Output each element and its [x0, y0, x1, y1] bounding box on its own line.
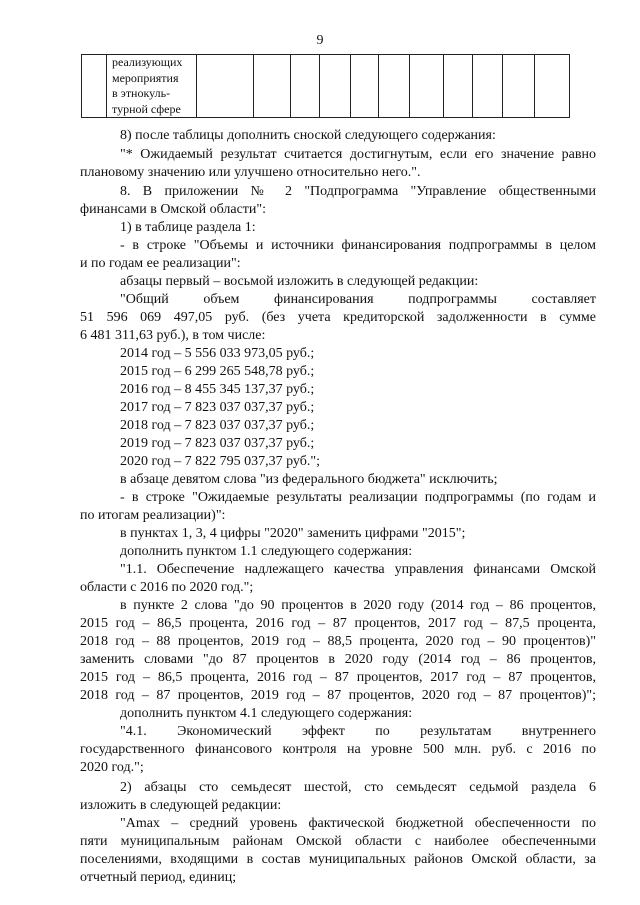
table-cell: [410, 55, 444, 118]
text-line: финансами в Омской области":: [80, 202, 266, 217]
text-line: и по годам ее реализации":: [80, 256, 241, 271]
page-number: 9: [316, 33, 324, 48]
text-line: - в строке "Ожидаемые результаты реализации подпрограммы (по годам и: [120, 490, 596, 505]
cell-line: мероприятия: [112, 70, 179, 85]
table-row: [82, 55, 570, 118]
table-cell: [535, 55, 570, 118]
text-line: изложить в следующей редакции:: [80, 798, 282, 813]
text-line: 6 481 311,63 руб.), в том числе:: [80, 328, 266, 343]
table-cell: [379, 55, 410, 118]
text-line: пяти муниципальным районам Омской области с наиболее обеспеченными: [80, 834, 596, 849]
cell-line: реализующих: [112, 55, 183, 69]
text-line: "4.1. Экономический эффект по результатам внутреннего: [120, 724, 596, 739]
text-line: отчетный период, единиц;: [80, 870, 237, 885]
text-line: 8. В приложении № 2 "Подпрограмма "Управление общественными: [120, 184, 596, 199]
text-line: 2020 год.";: [80, 760, 144, 775]
table-cell: [197, 55, 254, 118]
text-line: области с 2016 по 2020 год.";: [80, 580, 254, 595]
text-line: 2014 год – 5 556 033 973,05 руб.;: [120, 346, 315, 361]
table-cell: [82, 55, 107, 118]
text-line: 2018 год – 88 процентов, 2019 год – 88,5 процента, 2020 год – 90 процентов)": [80, 634, 596, 649]
cell-line: в этнокуль-: [112, 86, 171, 100]
text-line: 2018 год – 87 процентов, 2019 год – 87 процентов, 2020 год – 87 процентов)";: [80, 688, 596, 703]
text-line: дополнить пунктом 4.1 следующего содержания:: [120, 706, 413, 721]
text-line: абзацы первый – восьмой изложить в следующей редакции:: [120, 274, 479, 289]
text-line: в пункте 2 слова "до 90 процентов в 2020 году (2014 год – 86 процентов,: [120, 598, 596, 613]
text-line: "Amax – средний уровень фактической бюджетной обеспеченности по: [120, 816, 596, 831]
text-line: плановому значению или улучшено относительно него.".: [80, 165, 421, 180]
text-line: "Общий объем финансирования подпрограммы составляет: [120, 292, 596, 307]
text-line: поселениями, входящими в состав муниципальных районов Омской области, за: [80, 852, 596, 867]
text-line: 2019 год – 7 823 037 037,37 руб.;: [120, 436, 315, 451]
text-line: заменить словами "до 87 процентов в 2020 году (2014 год – 86 процентов,: [80, 652, 596, 667]
text-line: государственного финансового контроля на уровне 500 млн. руб. с 2016 по: [80, 742, 596, 757]
table-cell: [351, 55, 379, 118]
text-line: 2015 год – 86,5 процента, 2016 год – 87 процентов, 2017 год – 87 процентов,: [80, 670, 596, 685]
text-line: в пунктах 1, 3, 4 цифры "2020" заменить цифрами "2015";: [120, 526, 466, 541]
text-line: 2020 год – 7 822 795 037,37 руб.";: [120, 454, 320, 469]
text-line: по итогам реализации)":: [80, 508, 226, 523]
text-line: дополнить пунктом 1.1 следующего содержания:: [120, 544, 413, 559]
text-line: 2015 год – 6 299 265 548,78 руб.;: [120, 364, 315, 379]
text-line: 2018 год – 7 823 037 037,37 руб.;: [120, 418, 315, 433]
text-line: 2) абзацы сто семьдесят шестой, сто семьдесят седьмой раздела 6: [120, 780, 596, 795]
table-cell: [473, 55, 503, 118]
table-cell-text: [107, 55, 197, 118]
table-cell: [320, 55, 351, 118]
text-line: 2017 год – 7 823 037 037,37 руб.;: [120, 400, 315, 415]
text-line: 51 596 069 497,05 руб. (без учета кредиторской задолженности в сумме: [80, 310, 596, 325]
text-line: 8) после таблицы дополнить сноской следующего содержания:: [120, 128, 496, 143]
table-fragment: [81, 54, 570, 118]
text-line: "1.1. Обеспечение надлежащего качества управления финансами Омской: [120, 562, 596, 577]
text-line: "* Ожидаемый результат считается достигнутым, если его значение равно: [120, 147, 596, 162]
table-cell: [444, 55, 473, 118]
cell-line: турной сфере: [112, 101, 181, 116]
text-line: - в строке "Объемы и источники финансирования подпрограммы в целом: [120, 238, 596, 253]
text-line: 2016 год – 8 455 345 137,37 руб.;: [120, 382, 315, 397]
text-line: в абзаце девятом слова "из федерального бюджета" исключить;: [120, 472, 498, 487]
table-cell: [503, 55, 535, 118]
text-line: 1) в таблице раздела 1:: [120, 220, 256, 235]
text-line: 2015 год – 86,5 процента, 2016 год – 87 процентов, 2017 год – 87,5 процента,: [80, 616, 596, 631]
table-cell: [291, 55, 320, 118]
table-cell: [254, 55, 291, 118]
